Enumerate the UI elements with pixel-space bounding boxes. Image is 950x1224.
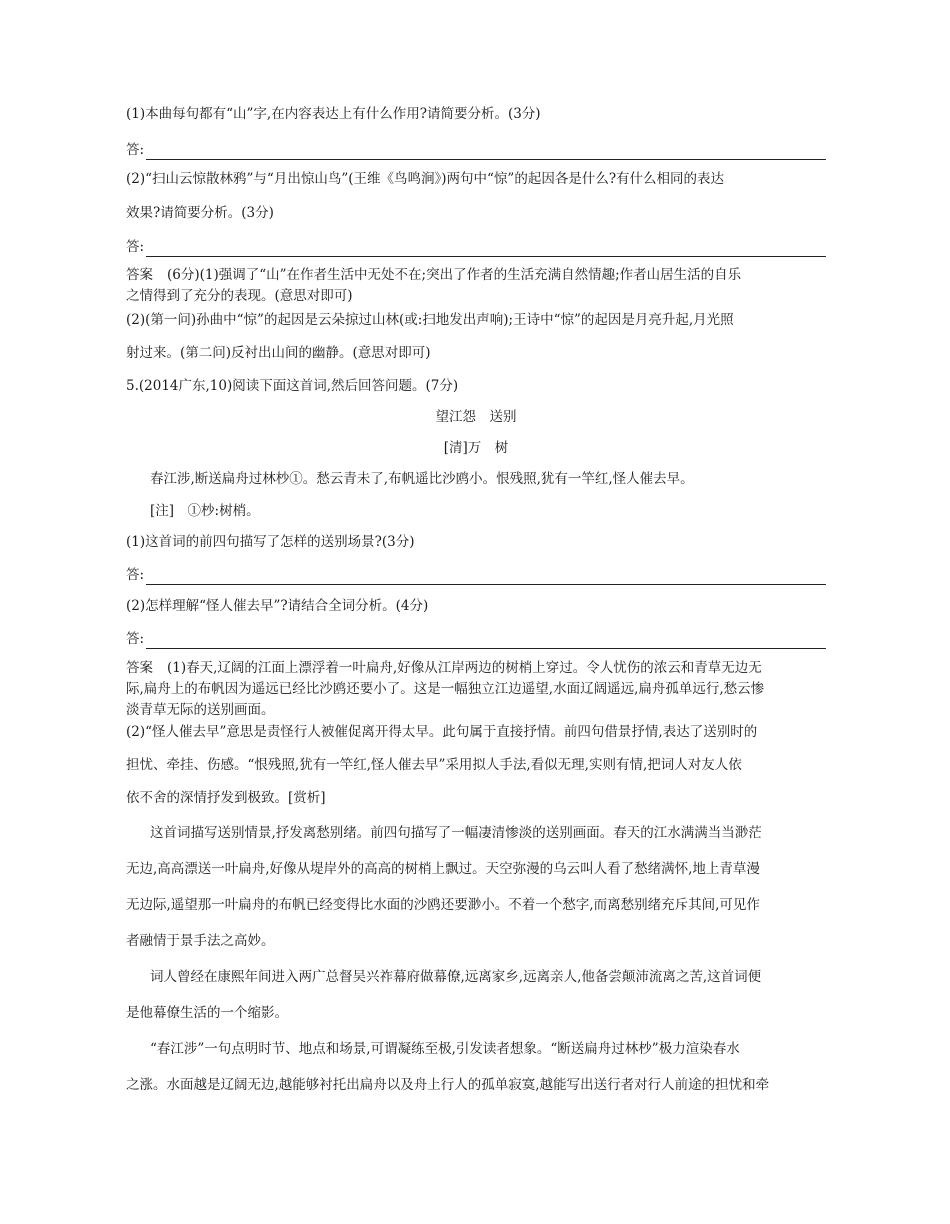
q4-answer-line-2[interactable]: [126, 237, 826, 257]
answer-prefix: 答:: [126, 567, 145, 583]
appreciation-p2-line2: 是他幕僚生活的一个缩影。: [126, 1005, 288, 1021]
answer-prefix: 答:: [126, 239, 145, 255]
answer-blank-line[interactable]: [146, 241, 826, 257]
q5-sub2: (2)怎样理解“怪人催去早”?请结合全词分析。(4分): [126, 598, 429, 614]
q5-answer-line6: 依不舍的深情抒发到极致。[赏析]: [126, 790, 326, 806]
appreciation-p1-line3: 无边际,遥望那一叶扁舟的布帆已经变得比水面的沙鸥还要渺小。不着一个愁字,而离愁别绪充斥其间,可见作: [126, 897, 760, 913]
q4-sub2-line1: (2)“扫山云惊散林鸦”与“月出惊山鸟”(王维《鸟鸣涧》)两句中“惊”的起因各是什么?有什么相同的表达: [126, 171, 725, 187]
poem-note: [注] ①杪:树梢。: [150, 503, 260, 519]
q4-sub2-line2: 效果?请简要分析。(3分): [126, 205, 274, 221]
appreciation-p2-line1: 词人曾经在康熙年间进入两广总督吴兴祚幕府做幕僚,远离家乡,远离亲人,他备尝颠沛流离之苦,这首词便: [150, 969, 762, 985]
answer-prefix: 答:: [126, 631, 145, 647]
q5-heading: 5.(2014广东,10)阅读下面这首词,然后回答问题。(7分): [126, 378, 459, 394]
q4-sub1: (1)本曲每句都有“山”字,在内容表达上有什么作用?请简要分析。(3分): [126, 106, 541, 122]
appreciation-p1-line1: 这首词描写送别情景,抒发离愁别绪。前四句描写了一幅凄清惨淡的送别画面。春天的江水满满当当渺茫: [150, 825, 762, 841]
q4-answer-line1: [126, 265, 826, 285]
poem-text: 春江涉,断送扁舟过林杪①。愁云青未了,布帆遥比沙鸥小。恨残照,犹有一竿红,怪人催去早。: [150, 471, 694, 487]
q5-answer-line-2[interactable]: [126, 629, 826, 649]
appreciation-p1-line2: 无边,高高漂送一叶扁舟,好像从堤岸外的高高的树梢上飘过。天空弥漫的乌云叫人看了愁绪满怀,地上青草漫: [126, 861, 760, 877]
answer-label: 答案: [126, 267, 153, 283]
appreciation-p1-line4: 者融情于景手法之高妙。: [126, 933, 275, 949]
q4-answer-line3: (2)(第一问)孙曲中“惊”的起因是云朵掠过山林(或:扫地发出声响);王诗中“惊”的起因是月亮升起,月光照: [126, 312, 734, 328]
q5-answer-text: (1)春天,辽阔的江面上漂浮着一叶扁舟,好像从江岸两边的树梢上穿过。令人忧伤的浓云和青草无边无: [167, 660, 762, 676]
q5-answer-line2: 际,扁舟上的布帆因为遥远已经比沙鸥还要小了。这是一幅独立江边遥望,水面辽阔遥远,扁舟孤单远行,愁云惨: [126, 681, 765, 697]
appreciation-p3-line2: 之涨。水面越是辽阔无边,越能够衬托出扁舟以及舟上行人的孤单寂寞,越能写出送行者对行人前途的担忧和牵: [126, 1077, 770, 1093]
poem-title: 望江怨 送别: [435, 409, 517, 425]
q5-answer-line-1[interactable]: [126, 565, 826, 585]
q5-sub1: (1)这首词的前四句描写了怎样的送别场景?(3分): [126, 534, 415, 550]
q4-answer-text: (6分)(1)强调了“山”在作者生活中无处不在;突出了作者的生活充满自然情趣;作者山居生活的自乐: [167, 267, 742, 283]
answer-blank-line[interactable]: [146, 633, 826, 649]
answer-blank-line[interactable]: [146, 144, 826, 160]
q4-answer-line-1[interactable]: [126, 140, 826, 160]
q5-answer-line4: (2)“怪人催去早”意思是责怪行人被催促离开得太早。此句属于直接抒情。前四句借景抒情,表达了送别时的: [126, 724, 758, 740]
q5-answer-line5: 担忧、牵挂、伤感。“恨残照,犹有一竿红,怪人催去早”采用拟人手法,看似无理,实则有情,把词人对友人依: [126, 757, 742, 773]
poem-author: [清]万 树: [443, 440, 509, 456]
q5-answer-line3: 淡青草无际的送别画面。: [126, 702, 275, 718]
q5-answer-line1: [126, 658, 826, 678]
appreciation-p3-line1: “春江涉”一句点明时节、地点和场景,可谓凝练至极,引发读者想象。“断送扁舟过林杪”极力渲染春水: [150, 1041, 740, 1057]
answer-prefix: 答:: [126, 142, 145, 158]
q4-answer-line4: 射过来。(第二问)反衬出山间的幽静。(意思对即可): [126, 345, 431, 361]
answer-label: 答案: [126, 660, 153, 676]
q4-answer-line2: 之情得到了充分的表现。(意思对即可): [126, 288, 353, 304]
answer-blank-line[interactable]: [146, 569, 826, 585]
